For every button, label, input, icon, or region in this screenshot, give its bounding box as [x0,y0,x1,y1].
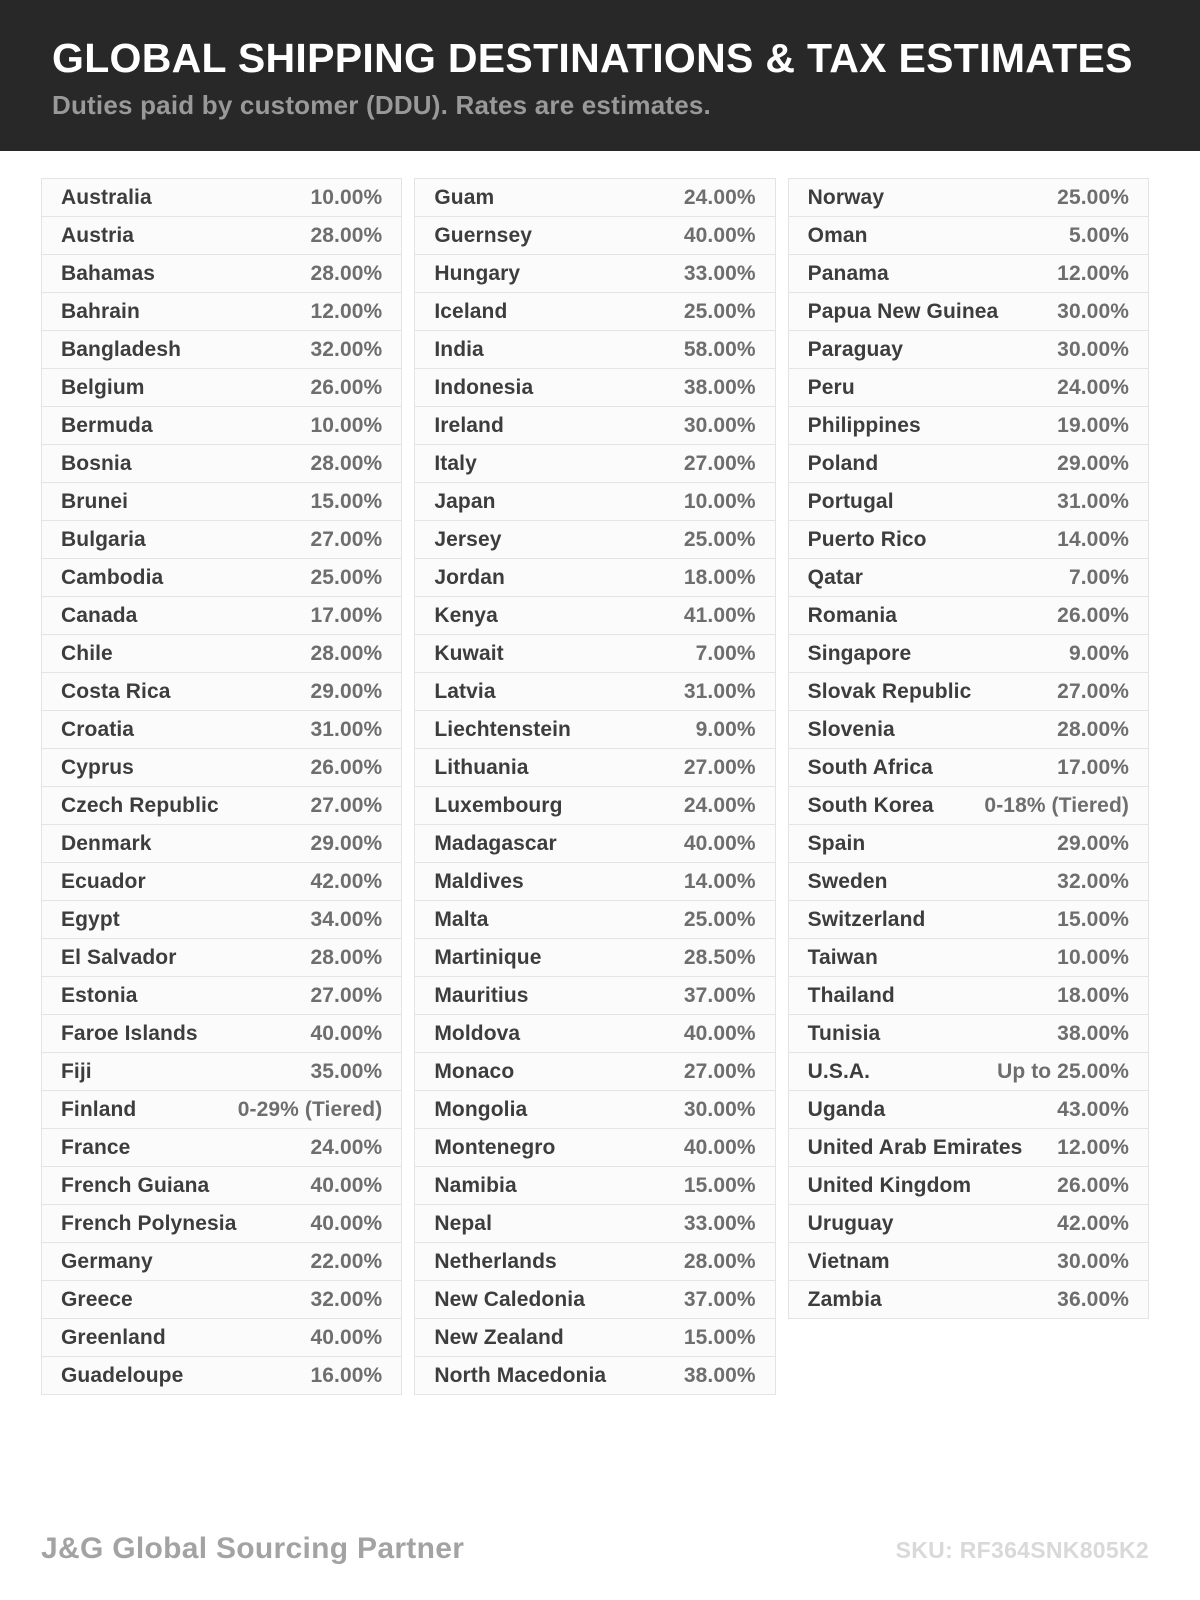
country-name: Singapore [807,641,912,665]
rate-value: 37.00% [683,1287,756,1311]
table-row [414,900,775,939]
table-row [788,520,1149,559]
rate-value: 5.00% [1068,223,1129,247]
rate-value: 10.00% [310,185,383,209]
country-name: Cambodia [61,565,164,589]
table-row [414,178,775,217]
table-row [414,786,775,825]
table-row [414,710,775,749]
table-row [414,330,775,369]
table-row [788,444,1149,483]
rate-value: 7.00% [695,641,756,665]
table-row [41,1128,402,1167]
table-row [788,710,1149,749]
country-name: Chile [61,641,113,665]
country-name: El Salvador [61,945,177,969]
table-row [414,862,775,901]
rate-value: 10.00% [1057,945,1129,969]
table-row [41,710,402,749]
table-row [41,482,402,521]
rate-value: 15.00% [683,1325,756,1349]
rate-value: 0-18% (Tiered) [984,793,1129,817]
country-name: Bahamas [61,261,156,285]
country-name: Nepal [434,1211,493,1235]
table-row [414,1014,775,1053]
rate-value: 27.00% [310,793,383,817]
rate-value: 37.00% [683,983,756,1007]
country-name: Qatar [807,565,864,589]
country-name: Finland [61,1097,137,1121]
table-row [788,862,1149,901]
country-name: Monaco [434,1059,515,1083]
country-name: Latvia [434,679,496,703]
country-name: Puerto Rico [807,527,927,551]
country-name: Romania [807,603,898,627]
table-row [414,482,775,521]
table-row [414,672,775,711]
table-row [788,634,1149,673]
rate-value: 26.00% [310,375,383,399]
table-row [788,216,1149,255]
rate-value: 14.00% [1057,527,1129,551]
table-row [788,748,1149,787]
country-name: Moldova [434,1021,521,1045]
country-name: Peru [807,375,855,399]
table-row [414,254,775,293]
rate-value: 12.00% [1057,1135,1129,1159]
table-row [414,938,775,977]
rate-value: 17.00% [310,603,383,627]
table-row [414,1318,775,1357]
country-name: Switzerland [807,907,926,931]
rate-value: 30.00% [1057,337,1129,361]
table-row [414,824,775,863]
rate-value: 24.00% [310,1135,383,1159]
country-name: Jordan [434,565,505,589]
country-name: French Guiana [61,1173,210,1197]
country-name: Liechtenstein [434,717,571,741]
table-row [414,1090,775,1129]
country-name: Austria [61,223,135,247]
table-row [41,406,402,445]
rate-value: 28.00% [310,223,383,247]
table-row [41,1166,402,1205]
country-name: Taiwan [807,945,878,969]
country-name: Kenya [434,603,498,627]
table-row [788,824,1149,863]
country-name: Croatia [61,717,135,741]
country-name: Lithuania [434,755,529,779]
table-row [41,558,402,597]
country-name: Bahrain [61,299,140,323]
country-name: Thailand [807,983,895,1007]
table-row [788,330,1149,369]
rate-value: 26.00% [310,755,383,779]
table-row [414,558,775,597]
country-name: French Polynesia [61,1211,237,1235]
rate-value: 9.00% [695,717,756,741]
rate-value: 15.00% [310,489,383,513]
page-subtitle: Duties paid by customer (DDU). Rates are estimates. [52,90,711,121]
table-row [41,672,402,711]
country-name: France [61,1135,131,1159]
rate-value: 29.00% [1057,831,1129,855]
rate-value: 36.00% [1057,1287,1129,1311]
country-name: Luxembourg [434,793,563,817]
table-row [41,444,402,483]
country-name: South Africa [807,755,933,779]
table-row [414,406,775,445]
rate-value: 27.00% [683,451,756,475]
rate-value: 7.00% [1068,565,1129,589]
rate-value: 32.00% [1057,869,1129,893]
rate-value: 29.00% [1057,451,1129,475]
country-name: Bosnia [61,451,132,475]
rate-value: 10.00% [310,413,383,437]
table-row [414,368,775,407]
country-name: North Macedonia [434,1363,607,1387]
country-name: United Kingdom [807,1173,972,1197]
table-row [788,1166,1149,1205]
country-name: Indonesia [434,375,534,399]
rate-value: 26.00% [1057,1173,1129,1197]
rate-value: 33.00% [683,261,756,285]
country-name: Panama [807,261,889,285]
rate-value: 42.00% [1057,1211,1129,1235]
rate-value: 40.00% [310,1211,383,1235]
rate-value: 10.00% [683,489,756,513]
country-name: Kuwait [434,641,504,665]
rate-value: 38.00% [683,1363,756,1387]
table-row [414,748,775,787]
table-row [414,596,775,635]
rate-value: 15.00% [1057,907,1129,931]
rate-value: 40.00% [310,1325,383,1349]
rate-value: 43.00% [1057,1097,1129,1121]
country-name: Bermuda [61,413,153,437]
country-name: Japan [434,489,496,513]
country-name: South Korea [807,793,934,817]
country-name: Canada [61,603,138,627]
country-name: Vietnam [807,1249,890,1273]
rate-value: 28.00% [310,451,383,475]
country-name: Uruguay [807,1211,894,1235]
table-row [414,520,775,559]
country-name: Portugal [807,489,894,513]
table-row [41,748,402,787]
country-name: Fiji [61,1059,92,1083]
rate-value: 32.00% [310,1287,383,1311]
table-row [414,1128,775,1167]
rate-value: 40.00% [310,1021,383,1045]
rate-value: 19.00% [1057,413,1129,437]
rate-value: 34.00% [310,907,383,931]
rate-value: 30.00% [1057,299,1129,323]
table-row [414,1242,775,1281]
sku-label: SKU: RF364SNK805K2 [895,1537,1149,1563]
country-name: Australia [61,185,152,209]
rate-value: 58.00% [683,337,756,361]
country-name: Maldives [434,869,524,893]
table-row [788,1014,1149,1053]
table-row [41,862,402,901]
country-name: Guernsey [434,223,533,247]
rate-value: 24.00% [683,793,756,817]
page-header [0,0,1200,151]
country-name: Germany [61,1249,153,1273]
rate-value: 26.00% [1057,603,1129,627]
rate-value: 30.00% [683,1097,756,1121]
table-row [414,1052,775,1091]
country-name: Hungary [434,261,521,285]
rate-value: 14.00% [683,869,756,893]
rate-value: 0-29% (Tiered) [237,1097,383,1121]
country-name: Guadeloupe [61,1363,184,1387]
rate-value: 31.00% [310,717,383,741]
country-name: Malta [434,907,489,931]
table-row [788,786,1149,825]
table-row [788,178,1149,217]
table-row [41,1242,402,1281]
rate-value: 30.00% [683,413,756,437]
country-name: Zambia [807,1287,882,1311]
rate-value: 33.00% [683,1211,756,1235]
table-row [41,254,402,293]
table-row [788,938,1149,977]
country-name: Norway [807,185,885,209]
rate-value: 32.00% [310,337,383,361]
table-row [788,292,1149,331]
country-name: Philippines [807,413,921,437]
table-row [414,634,775,673]
rate-value: 35.00% [310,1059,383,1083]
country-name: Bangladesh [61,337,182,361]
rate-value: 12.00% [1057,261,1129,285]
country-name: Paraguay [807,337,904,361]
table-row [788,482,1149,521]
rate-value: 28.50% [683,945,756,969]
table-row [41,216,402,255]
country-name: Czech Republic [61,793,219,817]
rate-value: 40.00% [683,223,756,247]
table-row [414,444,775,483]
table-row [788,596,1149,635]
country-name: Slovak Republic [807,679,972,703]
rates-column-3 [788,178,1149,1319]
country-name: Uganda [807,1097,886,1121]
rate-value: 12.00% [310,299,383,323]
table-row [414,1280,775,1319]
rate-value: 28.00% [683,1249,756,1273]
country-name: Sweden [807,869,888,893]
rate-value: 27.00% [310,983,383,1007]
table-row [788,1090,1149,1129]
country-name: Namibia [434,1173,517,1197]
rate-value: 31.00% [1057,489,1129,513]
rate-value: 31.00% [683,679,756,703]
rate-value: 41.00% [683,603,756,627]
table-row [788,406,1149,445]
rate-value: 24.00% [683,185,756,209]
rate-value: 27.00% [683,1059,756,1083]
country-name: Cyprus [61,755,134,779]
rate-value: 40.00% [683,831,756,855]
country-name: Denmark [61,831,152,855]
table-row [414,1166,775,1205]
country-name: Madagascar [434,831,557,855]
country-name: Oman [807,223,868,247]
rate-value: 25.00% [683,299,756,323]
rate-value: 28.00% [1057,717,1129,741]
country-name: Brunei [61,489,129,513]
rate-value: 30.00% [1057,1249,1129,1273]
rate-value: 25.00% [1057,185,1129,209]
rate-value: 18.00% [1057,983,1129,1007]
table-row [41,786,402,825]
brand-name: J&G Global Sourcing Partner [41,1532,465,1565]
rate-value: 16.00% [310,1363,383,1387]
rate-value: 9.00% [1068,641,1129,665]
country-name: New Zealand [434,1325,564,1349]
rates-column-2 [414,178,775,1395]
table-row [41,900,402,939]
table-row [41,368,402,407]
country-name: Costa Rica [61,679,171,703]
rate-value: 38.00% [683,375,756,399]
rate-value: 40.00% [683,1135,756,1159]
country-name: Italy [434,451,477,475]
table-row [41,330,402,369]
table-row [41,1052,402,1091]
rates-column-1 [41,178,402,1395]
rates-table [41,178,1149,1395]
rate-value: 15.00% [683,1173,756,1197]
country-name: U.S.A. [807,1059,871,1083]
rate-value: 17.00% [1057,755,1129,779]
table-row [41,634,402,673]
table-row [788,368,1149,407]
table-row [41,1318,402,1357]
table-row [414,216,775,255]
rate-value: 27.00% [1057,679,1129,703]
rate-value: 25.00% [683,907,756,931]
country-name: Bulgaria [61,527,146,551]
country-name: Egypt [61,907,120,931]
table-row [414,292,775,331]
country-name: Tunisia [807,1021,881,1045]
country-name: Greenland [61,1325,166,1349]
table-row [41,938,402,977]
rate-value: 40.00% [683,1021,756,1045]
table-row [41,824,402,863]
rate-value: 18.00% [683,565,756,589]
country-name: Spain [807,831,866,855]
table-row [41,1204,402,1243]
table-row [788,1204,1149,1243]
rate-value: 29.00% [310,679,383,703]
country-name: Guam [434,185,495,209]
rate-value: 29.00% [310,831,383,855]
page-title: GLOBAL SHIPPING DESTINATIONS & TAX ESTIMATES [52,35,1133,81]
table-row [788,976,1149,1015]
rate-value: Up to 25.00% [997,1059,1129,1083]
table-row [788,1242,1149,1281]
rate-value: 24.00% [1057,375,1129,399]
country-name: United Arab Emirates [807,1135,1023,1159]
rate-value: 27.00% [310,527,383,551]
table-row [41,1356,402,1395]
rate-value: 28.00% [310,261,383,285]
rate-value: 22.00% [310,1249,383,1273]
table-row [788,254,1149,293]
country-name: Estonia [61,983,138,1007]
country-name: Papua New Guinea [807,299,999,323]
country-name: Greece [61,1287,133,1311]
country-name: India [434,337,484,361]
rate-value: 25.00% [683,527,756,551]
country-name: Ecuador [61,869,146,893]
table-row [788,1128,1149,1167]
table-row [41,1014,402,1053]
country-name: Poland [807,451,879,475]
table-row [41,292,402,331]
rate-value: 38.00% [1057,1021,1129,1045]
rate-value: 42.00% [310,869,383,893]
rate-value: 27.00% [683,755,756,779]
table-row [788,672,1149,711]
table-row [414,1356,775,1395]
country-name: Montenegro [434,1135,556,1159]
table-row [41,596,402,635]
table-row [41,1090,402,1129]
country-name: Belgium [61,375,145,399]
rate-value: 28.00% [310,945,383,969]
country-name: Ireland [434,413,504,437]
table-row [788,1280,1149,1319]
table-row [41,976,402,1015]
table-row [414,1204,775,1243]
table-row [414,976,775,1015]
country-name: Slovenia [807,717,895,741]
table-row [41,520,402,559]
country-name: Mongolia [434,1097,528,1121]
country-name: Faroe Islands [61,1021,198,1045]
table-row [41,1280,402,1319]
table-row [788,900,1149,939]
page-footer [41,1532,1149,1566]
rate-value: 40.00% [310,1173,383,1197]
country-name: Jersey [434,527,502,551]
country-name: Martinique [434,945,542,969]
rate-value: 28.00% [310,641,383,665]
table-row [788,1052,1149,1091]
country-name: Mauritius [434,983,529,1007]
table-row [788,558,1149,597]
table-row [41,178,402,217]
country-name: Netherlands [434,1249,557,1273]
country-name: New Caledonia [434,1287,585,1311]
country-name: Iceland [434,299,508,323]
rate-value: 25.00% [310,565,383,589]
